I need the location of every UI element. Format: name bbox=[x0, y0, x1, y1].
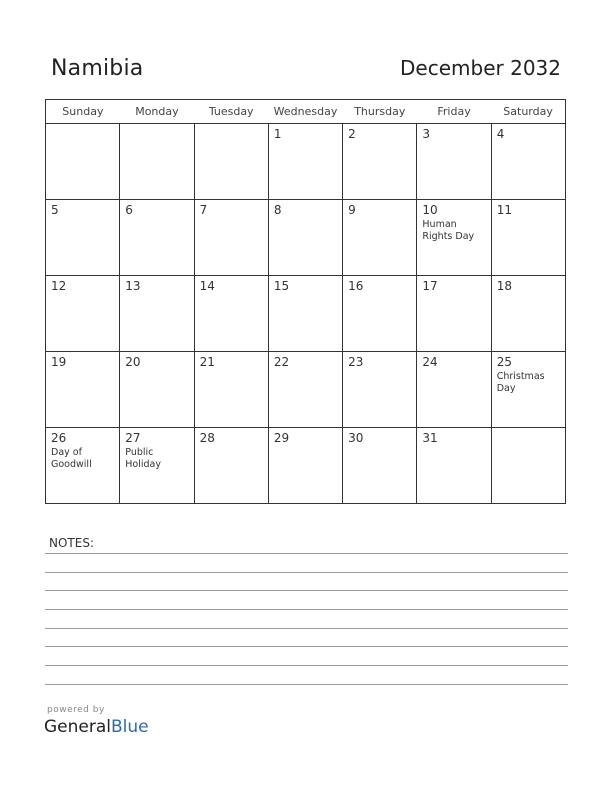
notes-line bbox=[45, 553, 568, 554]
day-number: 19 bbox=[51, 355, 67, 369]
day-cell bbox=[46, 276, 120, 352]
powered-by-label: powered by bbox=[47, 705, 105, 715]
day-number: 2 bbox=[348, 127, 356, 141]
day-cell bbox=[268, 276, 342, 352]
day-number: 9 bbox=[348, 203, 356, 217]
day-cell bbox=[343, 352, 417, 428]
day-number: 24 bbox=[422, 355, 438, 369]
day-number: 4 bbox=[496, 127, 505, 141]
day-cell bbox=[268, 352, 342, 428]
day-cell bbox=[46, 124, 120, 200]
day-number: 27 bbox=[125, 431, 141, 445]
day-cell bbox=[343, 428, 417, 504]
day-cell bbox=[343, 276, 417, 352]
day-cell bbox=[268, 428, 342, 504]
day-cell bbox=[417, 428, 491, 504]
day-number: 21 bbox=[199, 355, 215, 369]
day-number: 16 bbox=[348, 279, 364, 293]
notes-line bbox=[45, 665, 568, 666]
day-number: 14 bbox=[199, 279, 215, 293]
day-cell bbox=[417, 124, 491, 200]
day-number: 15 bbox=[273, 279, 290, 293]
day-cell bbox=[46, 428, 120, 504]
day-cell bbox=[268, 200, 342, 276]
holiday-label: Christmas Day bbox=[496, 371, 545, 394]
weekday-tuesday: Tuesday bbox=[194, 100, 268, 124]
notes-line bbox=[45, 628, 568, 629]
day-number: 7 bbox=[199, 203, 208, 217]
day-cell bbox=[120, 124, 194, 200]
day-number: 20 bbox=[125, 355, 141, 369]
brand-logo bbox=[44, 717, 149, 737]
day-number: 31 bbox=[422, 431, 438, 445]
day-number: 13 bbox=[125, 279, 141, 293]
day-number: 29 bbox=[273, 431, 290, 445]
week-row bbox=[46, 352, 566, 428]
day-cell bbox=[194, 428, 268, 504]
holiday-label: Public Holiday bbox=[125, 447, 161, 470]
day-cell bbox=[417, 200, 491, 276]
day-cell bbox=[491, 352, 565, 428]
weekday-wednesday: Wednesday bbox=[268, 100, 342, 124]
week-row bbox=[46, 276, 566, 352]
weekday-friday: Friday bbox=[417, 100, 491, 124]
day-cell bbox=[268, 124, 342, 200]
day-cell bbox=[417, 352, 491, 428]
day-number: 3 bbox=[422, 127, 431, 141]
country-title: Namibia bbox=[51, 56, 144, 81]
day-cell bbox=[194, 124, 268, 200]
notes-line bbox=[45, 646, 568, 647]
day-cell bbox=[491, 124, 565, 200]
day-number: 26 bbox=[51, 431, 67, 445]
day-number: 12 bbox=[51, 279, 67, 293]
notes-line bbox=[45, 572, 568, 573]
day-cell bbox=[417, 276, 491, 352]
day-number: 11 bbox=[496, 203, 512, 217]
day-cell bbox=[491, 276, 565, 352]
day-number: 1 bbox=[273, 127, 282, 141]
day-cell bbox=[46, 352, 120, 428]
day-number: 17 bbox=[422, 279, 438, 293]
day-cell bbox=[194, 276, 268, 352]
notes-line bbox=[45, 609, 568, 610]
week-row bbox=[46, 124, 566, 200]
notes-line bbox=[45, 590, 568, 591]
day-cell bbox=[120, 200, 194, 276]
day-cell bbox=[120, 428, 194, 504]
day-cell bbox=[120, 352, 194, 428]
notes-label: NOTES: bbox=[49, 536, 94, 550]
month-year-title: December 2032 bbox=[400, 56, 561, 80]
day-number: 30 bbox=[348, 431, 364, 445]
day-cell bbox=[194, 352, 268, 428]
notes-line bbox=[45, 684, 568, 685]
week-row bbox=[46, 200, 566, 276]
calendar-grid bbox=[45, 99, 566, 504]
holiday-label: Day of Goodwill bbox=[51, 447, 92, 470]
day-cell bbox=[194, 200, 268, 276]
day-number: 25 bbox=[496, 355, 512, 369]
day-number: 5 bbox=[51, 203, 59, 217]
weekday-thursday: Thursday bbox=[343, 100, 417, 124]
day-number: 23 bbox=[348, 355, 364, 369]
brand-blue: Blue bbox=[111, 717, 149, 737]
weekday-header-row bbox=[46, 100, 566, 124]
brand-general: General bbox=[44, 717, 111, 737]
weekday-monday: Monday bbox=[120, 100, 194, 124]
day-number: 10 bbox=[422, 203, 438, 217]
holiday-label: Human Rights Day bbox=[422, 219, 475, 242]
day-cell bbox=[343, 124, 417, 200]
week-row bbox=[46, 428, 566, 504]
day-number: 8 bbox=[273, 203, 282, 217]
day-number: 28 bbox=[199, 431, 215, 445]
day-cell bbox=[46, 200, 120, 276]
day-cell bbox=[491, 200, 565, 276]
day-number: 6 bbox=[125, 203, 133, 217]
day-cell bbox=[491, 428, 565, 504]
day-number: 22 bbox=[273, 355, 290, 369]
day-cell bbox=[120, 276, 194, 352]
weekday-sunday: Sunday bbox=[46, 100, 120, 124]
day-cell bbox=[343, 200, 417, 276]
day-number: 18 bbox=[496, 279, 512, 293]
weekday-saturday: Saturday bbox=[491, 100, 565, 124]
